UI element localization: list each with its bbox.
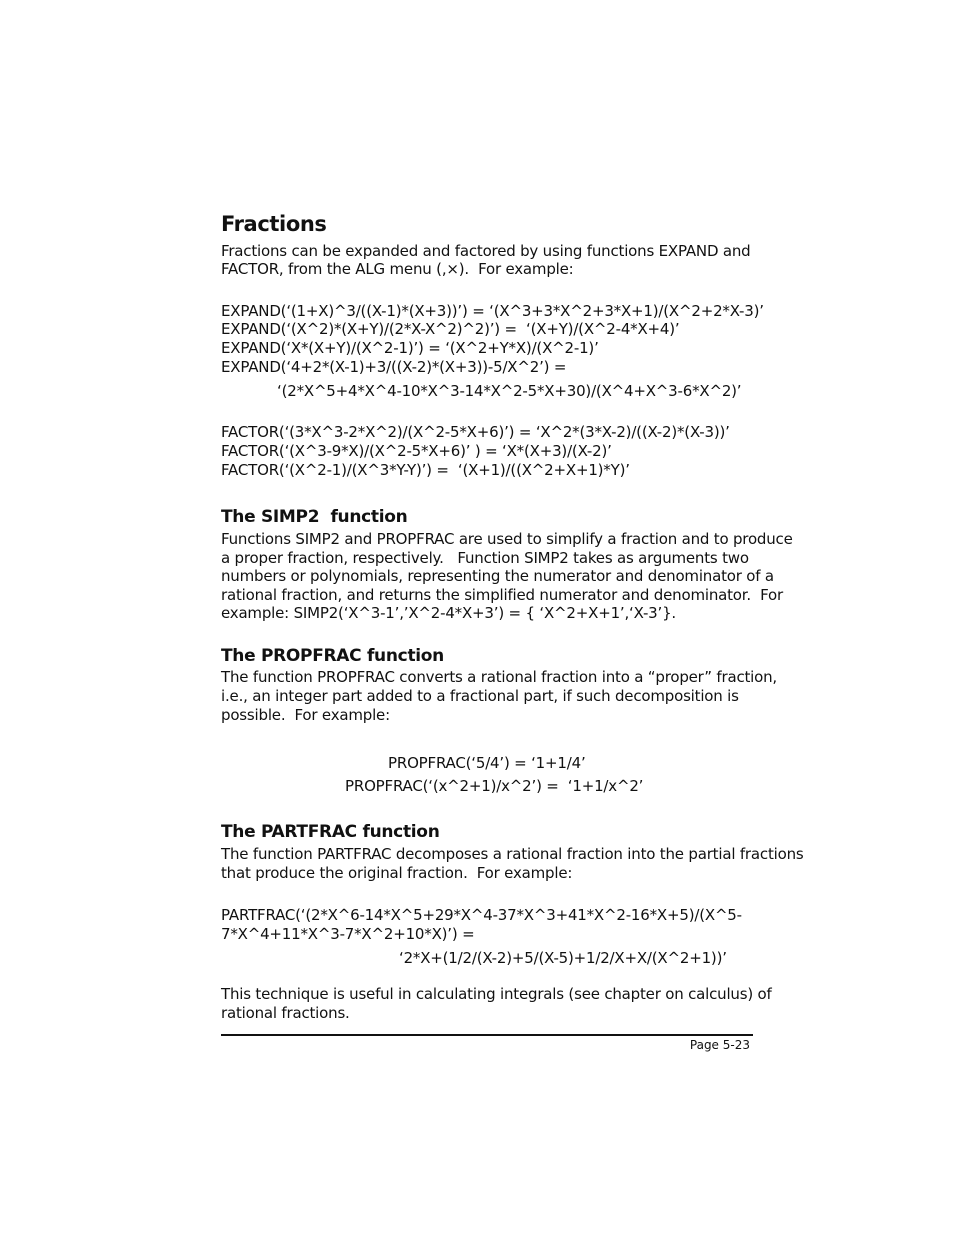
- fractions-intro-line-1: Fractions can be expanded and factored by using functions EXPAND and: [221, 242, 751, 260]
- partfrac-closing-line-1: This technique is useful in calculating integrals (see chapter on calculus) of: [221, 985, 772, 1003]
- section-heading-fractions: Fractions: [221, 212, 327, 236]
- partfrac-body-line-2: that produce the original fraction. For example:: [221, 864, 573, 882]
- simp2-body-line-4: rational fraction, and returns the simplified numerator and denominator. For: [221, 586, 783, 604]
- page-number: Page 5-23: [689, 1038, 750, 1052]
- expand-example-4-result: ‘(2*X^5+4*X^4-10*X^3-14*X^2-5*X+30)/(X^4+X^3-6*X^2)’: [277, 382, 742, 400]
- simp2-body-line-3: numbers or polynomials, representing the numerator and denominator of a: [221, 567, 774, 585]
- page-content: [221, 0, 804, 1235]
- expand-example-4: EXPAND(‘4+2*(X-1)+3/((X-2)*(X+3))-5/X^2’) =: [221, 358, 567, 376]
- expand-example-1: EXPAND(‘(1+X)^3/((X-1)*(X+3))’) = ‘(X^3+3*X^2+3*X+1)/(X^2+2*X-3)’: [221, 302, 764, 320]
- factor-example-3: FACTOR(‘(X^2-1)/(X^3*Y-Y)’) = ‘(X+1)/((X^2+X+1)*Y)’: [221, 461, 630, 479]
- section-heading-partfrac: The PARTFRAC function: [221, 822, 440, 842]
- propfrac-body-line-1: The function PROPFRAC converts a rational fraction into a “proper” fraction,: [221, 668, 777, 686]
- factor-example-1: FACTOR(‘(3*X^3-2*X^2)/(X^2-5*X+6)’) = ‘X^2*(3*X-2)/((X-2)*(X-3))’: [221, 423, 730, 441]
- section-heading-simp2: The SIMP2 function: [221, 507, 408, 527]
- simp2-body-line-1: Functions SIMP2 and PROPFRAC are used to simplify a fraction and to produce: [221, 530, 793, 548]
- partfrac-example-line-2: 7*X^4+11*X^3-7*X^2+10*X)’) =: [221, 925, 475, 943]
- factor-example-2: FACTOR(‘(X^3-9*X)/(X^2-5*X+6)’ ) = ‘X*(X+3)/(X-2)’: [221, 442, 612, 460]
- partfrac-body-line-1: The function PARTFRAC decomposes a rational fraction into the partial fractions: [221, 845, 804, 863]
- simp2-body-line-5: example: SIMP2(‘X^3-1’,’X^2-4*X+3’) = { ‘X^2+X+1’,‘X-3’}.: [221, 604, 676, 622]
- propfrac-example-1: PROPFRAC(‘5/4’) = ‘1+1/4’: [388, 754, 586, 772]
- fractions-intro-line-2: FACTOR, from the ALG menu (‚×). For example:: [221, 260, 574, 278]
- section-heading-propfrac: The PROPFRAC function: [221, 646, 444, 666]
- propfrac-body-line-2: i.e., an integer part added to a fractional part, if such decomposition is: [221, 687, 739, 705]
- partfrac-closing-line-2: rational fractions.: [221, 1004, 350, 1022]
- partfrac-example-result: ‘2*X+(1/2/(X-2)+5/(X-5)+1/2/X+X/(X^2+1))’: [399, 949, 727, 967]
- partfrac-example-line-1: PARTFRAC(‘(2*X^6-14*X^5+29*X^4-37*X^3+41*X^2-16*X+5)/(X^5-: [221, 906, 742, 924]
- footer-rule: [221, 1034, 753, 1036]
- expand-example-3: EXPAND(‘X*(X+Y)/(X^2-1)’) = ‘(X^2+Y*X)/(X^2-1)’: [221, 339, 599, 357]
- propfrac-example-2: PROPFRAC(‘(x^2+1)/x^2’) = ‘1+1/x^2’: [345, 777, 644, 795]
- expand-example-2: EXPAND(‘(X^2)*(X+Y)/(2*X-X^2)^2)’) = ‘(X+Y)/(X^2-4*X+4)’: [221, 320, 680, 338]
- simp2-body-line-2: a proper fraction, respectively. Function SIMP2 takes as arguments two: [221, 549, 749, 567]
- propfrac-body-line-3: possible. For example:: [221, 706, 390, 724]
